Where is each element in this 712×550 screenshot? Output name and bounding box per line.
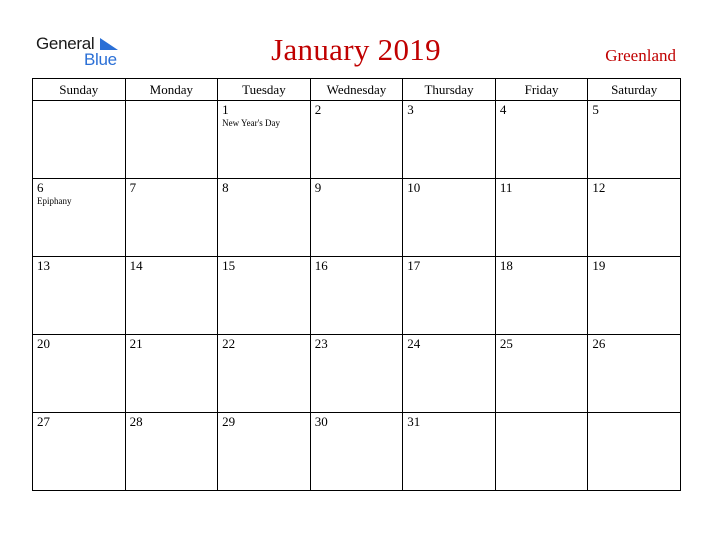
day-number: 9	[314, 180, 322, 195]
day-number: 13	[37, 258, 50, 273]
calendar-day-cell	[588, 179, 681, 257]
day-number	[126, 101, 218, 103]
day-number: 11	[499, 180, 513, 195]
day-number: 12	[592, 180, 606, 195]
day-number: 22	[222, 336, 236, 351]
calendar-day-cell	[495, 413, 588, 491]
calendar-week-row	[33, 101, 681, 179]
day-number: 10	[407, 180, 421, 195]
calendar-day-cell	[33, 101, 126, 179]
calendar-week-row	[33, 413, 681, 491]
weekday-header-row	[33, 79, 681, 101]
calendar-day-cell	[310, 101, 403, 179]
day-number: 14	[129, 258, 143, 273]
weekday-header-monday: Monday	[125, 79, 218, 101]
calendar-day-cell	[218, 257, 311, 335]
calendar-day-cell	[125, 335, 218, 413]
calendar-day-cell	[310, 257, 403, 335]
weekday-header-wednesday: Wednesday	[310, 79, 403, 101]
logo-text-general: General	[36, 34, 95, 53]
calendar-day-cell	[125, 101, 218, 179]
day-number: 1	[222, 102, 229, 117]
country-label: Greenland	[605, 46, 676, 65]
calendar-day-cell	[310, 335, 403, 413]
calendar-day-cell	[33, 335, 126, 413]
calendar-day-cell	[125, 179, 218, 257]
calendar-day-cell	[125, 413, 218, 491]
weekday-header-tuesday: Tuesday	[218, 79, 311, 101]
calendar-day-cell	[125, 257, 218, 335]
day-number: 28	[129, 414, 143, 429]
calendar-day-cell	[403, 335, 496, 413]
day-number: 5	[592, 102, 599, 117]
calendar-day-cell	[403, 101, 496, 179]
weekday-header-thursday: Thursday	[403, 79, 496, 101]
calendar-day-cell	[588, 257, 681, 335]
weekday-header-friday: Friday	[495, 79, 588, 101]
calendar-day-cell	[495, 257, 588, 335]
holiday-label: Epiphany	[37, 196, 72, 206]
day-number: 2	[314, 102, 322, 117]
day-number: 20	[37, 336, 50, 351]
calendar-day-cell	[495, 335, 588, 413]
day-number: 8	[222, 180, 229, 195]
day-number: 30	[314, 414, 328, 429]
day-number: 16	[314, 258, 328, 273]
calendar-day-cell	[403, 413, 496, 491]
weekday-header-saturday: Saturday	[588, 79, 681, 101]
calendar-day-cell	[310, 413, 403, 491]
day-number: 26	[592, 336, 606, 351]
calendar-day-cell	[33, 413, 126, 491]
page-title: January 2019	[271, 32, 441, 67]
day-number: 6	[37, 180, 44, 195]
calendar-day-cell	[403, 179, 496, 257]
day-number: 21	[129, 336, 143, 351]
calendar-day-cell	[310, 179, 403, 257]
day-number: 24	[407, 336, 421, 351]
calendar-day-cell	[218, 179, 311, 257]
calendar-week-row	[33, 335, 681, 413]
calendar-day-cell	[588, 413, 681, 491]
calendar-day-cell	[403, 257, 496, 335]
day-number: 15	[222, 258, 236, 273]
day-number: 25	[499, 336, 513, 351]
day-number: 27	[37, 414, 50, 429]
day-number: 4	[499, 102, 507, 117]
logo-text-blue: Blue	[84, 50, 117, 69]
day-number	[496, 413, 588, 415]
calendar-day-cell	[588, 335, 681, 413]
day-number: 17	[407, 258, 421, 273]
calendar-week-row	[33, 257, 681, 335]
calendar-day-cell	[495, 101, 588, 179]
calendar-day-cell	[33, 257, 126, 335]
day-number	[588, 413, 680, 415]
calendar-day-cell	[218, 413, 311, 491]
calendar-day-cell	[218, 101, 311, 179]
day-number: 7	[129, 180, 137, 195]
day-number: 29	[222, 414, 236, 429]
holiday-label: New Year's Day	[222, 118, 280, 128]
calendar-day-cell	[218, 335, 311, 413]
day-number: 19	[592, 258, 606, 273]
weekday-header-sunday: Sunday	[33, 79, 126, 101]
calendar-week-row	[33, 179, 681, 257]
day-number: 23	[314, 336, 328, 351]
calendar-grid	[32, 78, 681, 491]
day-number: 18	[499, 258, 513, 273]
day-number: 3	[407, 102, 414, 117]
calendar-day-cell	[588, 101, 681, 179]
calendar-day-cell	[495, 179, 588, 257]
day-number: 31	[407, 414, 421, 429]
day-number	[33, 101, 125, 103]
calendar-day-cell	[33, 179, 126, 257]
